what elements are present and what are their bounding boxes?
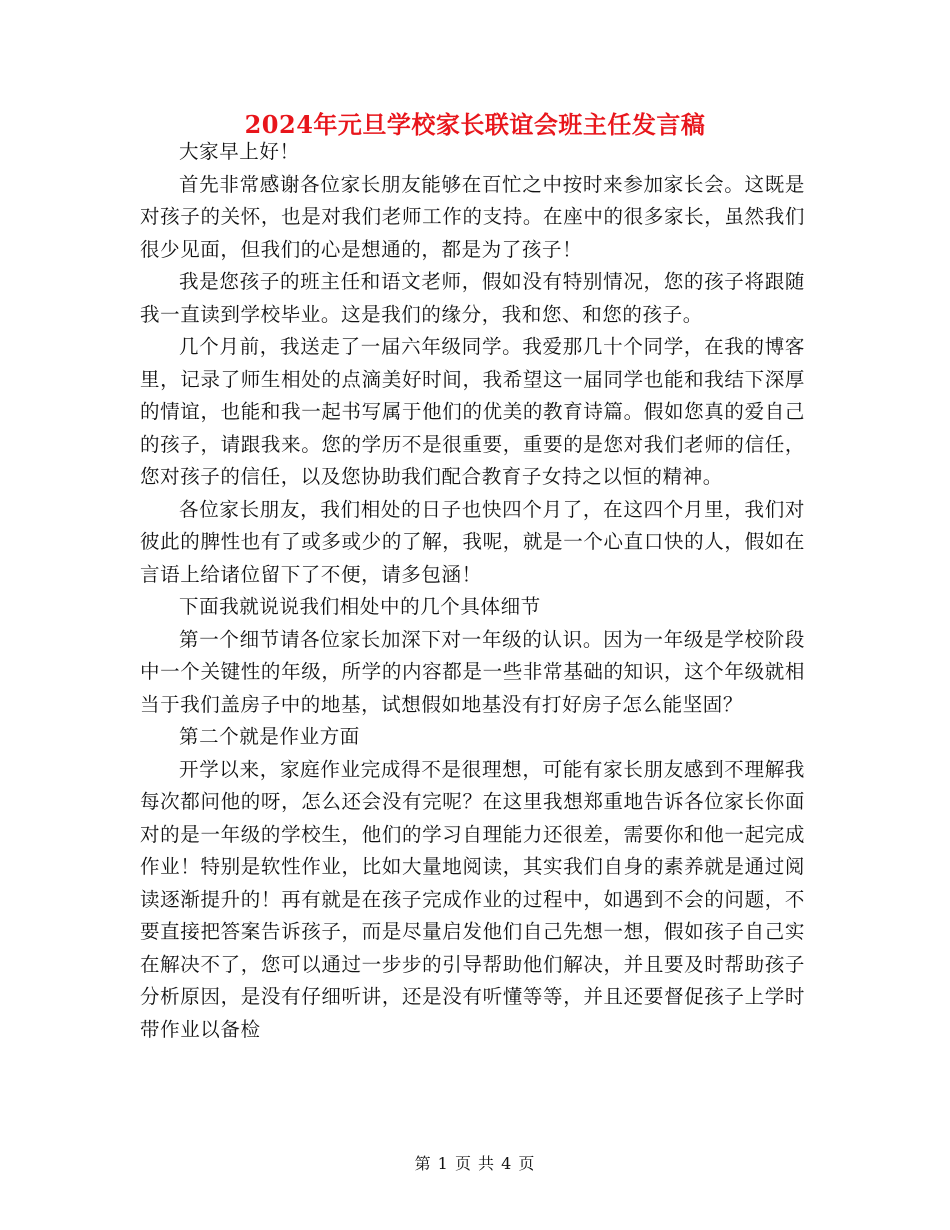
document-body	[140, 136, 805, 1046]
paragraph: 下面我就说说我们相处中的几个具体细节	[179, 595, 541, 618]
paragraph-greeting: 大家早上好！	[179, 140, 300, 163]
page-number-footer: 第 1 页 共 4 页	[414, 1154, 536, 1173]
paragraph: 我是您孩子的班主任和语文老师，假如没有特别情况，您的孩子将跟随我一直读到学校毕业。这是我们的缘分，我和您、和您的孩子。	[140, 270, 805, 326]
paragraph: 开学以来，家庭作业完成得不是很理想，可能有家长朋友感到不理解我每次都问他的呀，怎么还会没有完呢？在这里我想郑重地告诉各位家长你面对的是一年级的学校生，他们的学习自理能力还很差，需要你和他一起完成作业！特别是软性作业，比如大量地阅读，其实我们自身的素养就是通过阅读逐渐提升的！再有就是在孩子完成作业的过程中，如遇到不会的问题，不要直接把答案告诉孩子，而是尽量启发他们自己先想一想，假如孩子自己实在解决不了，您可以通过一步步的引导帮助他们解决，并且要及时帮助孩子分析原因，是没有仔细听讲，还是没有听懂等等，并且还要督促孩子上学时带作业以备检	[140, 757, 805, 1041]
paragraph: 第二个就是作业方面	[179, 725, 360, 748]
paragraph: 首先非常感谢各位家长朋友能够在百忙之中按时来参加家长会。这既是对孩子的关怀，也是对我们老师工作的支持。在座中的很多家长，虽然我们很少见面，但我们的心是想通的，都是为了孩子！	[140, 172, 805, 261]
paragraph: 几个月前，我送走了一届六年级同学。我爱那几十个同学，在我的博客里，记录了师生相处的点滴美好时间，我希望这一届同学也能和我结下深厚的情谊，也能和我一起书写属于他们的优美的教育诗篇。假如您真的爱自己的孩子，请跟我来。您的学历不是很重要，重要的是您对我们老师的信任，您对孩子的信任，以及您协助我们配合教育子女持之以恒的精神。	[140, 335, 805, 488]
paragraph: 各位家长朋友，我们相处的日子也快四个月了，在这四个月里，我们对彼此的脾性也有了或多或少的了解，我呢，就是一个心直口快的人，假如在言语上给诸位留下了不便，请多包涵！	[140, 497, 805, 586]
document-title: 2024年元旦学校家长联谊会班主任发言稿	[244, 110, 706, 139]
paragraph: 第一个细节请各位家长加深下对一年级的认识。因为一年级是学校阶段中一个关键性的年级，所学的内容都是一些非常基础的知识，这个年级就相当于我们盖房子中的地基，试想假如地基没有打好房子怎么能坚固？	[140, 627, 805, 716]
